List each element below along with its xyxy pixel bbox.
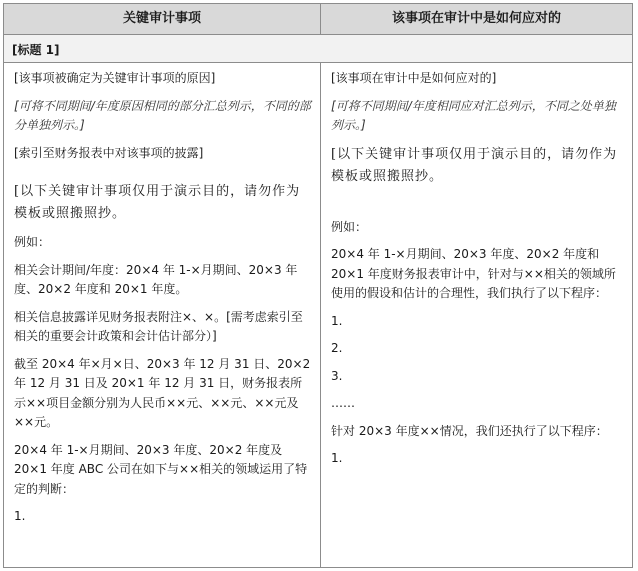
right-item-2: 2. [331, 341, 343, 355]
right-disclaimer: [以下关键审计事项仅用于演示目的，请勿作为模板或照搬照抄。 [331, 146, 618, 184]
right-response: [该事项在审计中是如何应对的] [331, 71, 497, 85]
right-ellipsis: …… [331, 396, 355, 410]
header-how-addressed: 该事项在审计中是如何应对的 [391, 11, 561, 26]
right-additional-item-1: 1. [331, 451, 343, 465]
header-key-audit-matter: 关键审计事项 [122, 11, 201, 26]
right-example-label: 例如： [331, 219, 368, 234]
left-item-1: 1. [14, 509, 26, 523]
left-disclaimer: [以下关键审计事项仅用于演示目的，请勿作为模板或照搬照抄。 [14, 184, 301, 221]
key-audit-matters-table [3, 3, 633, 568]
left-column [4, 63, 320, 535]
left-judgement: 20×4 年 1-×月期间、20×3 年度、20×2 年度及 20×1 年度 ABC 公司在如下与××相关的领域运用了特定的判断： [14, 442, 308, 496]
right-item-1: 1. [331, 313, 343, 328]
title-label: [标题 1] [12, 43, 60, 57]
left-disclosure: 相关信息披露详见财务报表附注×、×。[需考虑索引至相关的重要会计政策和会计估计部分）] [14, 309, 303, 343]
right-item-3: 3. [331, 368, 343, 383]
left-reason: [该事项被确定为关键审计事项的原因] [14, 71, 216, 85]
left-period: 相关会计期间/年度：20×4 年 1-×月期间、20×3 年度、20×2 年度和 20×1 年度。 [14, 262, 298, 296]
right-procedures-intro: 20×4 年 1-×月期间、20×3 年度、20×2 年度和 20×1 年度财务报表审计中，针对与××相关的领域所使用的假设和估计的合理性，我们执行了以下程序： [331, 247, 616, 300]
title-row [4, 35, 632, 63]
left-amounts: 截至 20×4 年×月×日、20×3 年 12 月 31 日、20×2 年 12 月 31 日及 20×1 年 12 月 31 日，财务报表所示××项目金额分别为人民币××元、××元、××元及××元。 [14, 356, 311, 429]
left-index: [索引至财务报表中对该事项的披露] [14, 145, 204, 160]
right-note: [可将不同期间/年度相同应对汇总列示，不同之处单独列示。] [331, 98, 616, 132]
right-additional-procedures: 针对 20×3 年度××情况，我们还执行了以下程序： [331, 423, 608, 438]
right-column [321, 63, 632, 477]
left-note: [可将不同期间/年度原因相同的部分汇总列示，不同的部分单独列示。] [14, 98, 311, 132]
table-header [4, 4, 632, 35]
left-example-label: 例如： [14, 235, 51, 249]
